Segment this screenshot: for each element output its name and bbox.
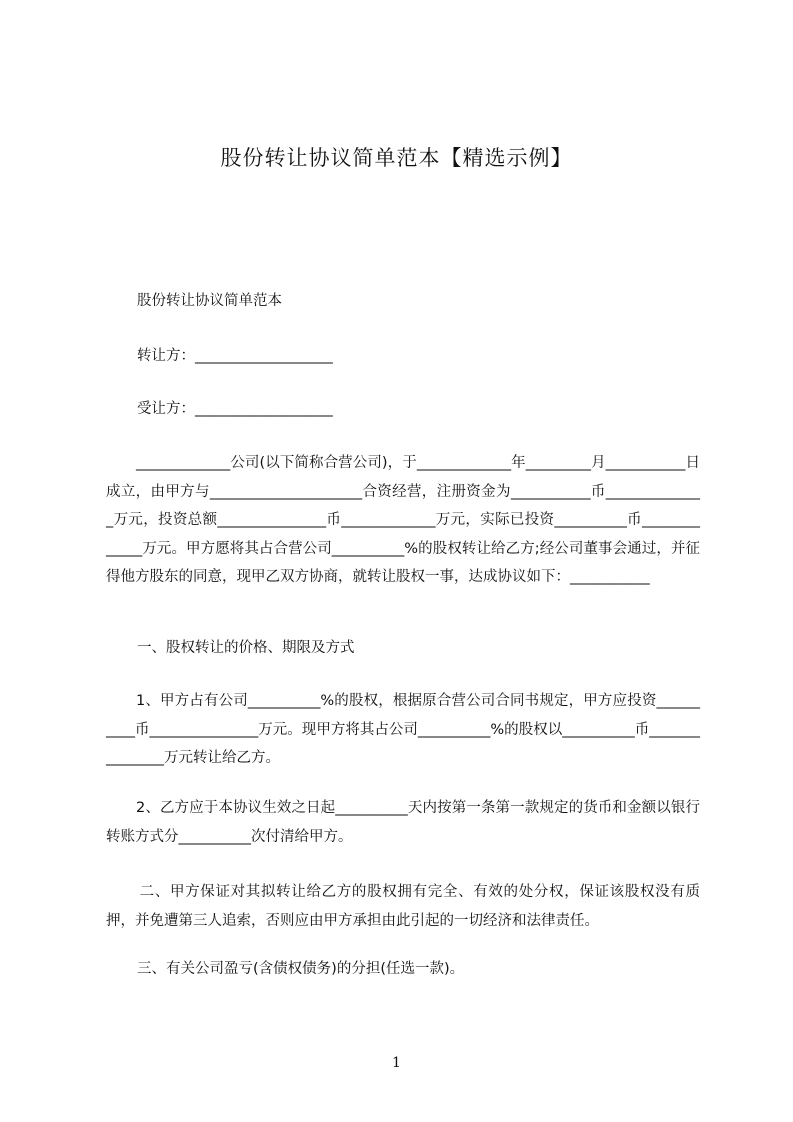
section-1-heading: 一、股权转让的价格、期限及方式 — [137, 640, 355, 656]
item-1-text: 1、甲方占有公司__________%的股权，根据原合营公司合同书规定，甲方应投资__________币_______________万元。现甲方将其占公司__________%的股权以__________币_______________万元转让给乙方。 — [106, 693, 700, 766]
page-number: 1 — [392, 1055, 401, 1071]
transferee-line: 受让方：___________________ — [137, 401, 333, 417]
item-2-text: 2、乙方应于本协议生效之日起__________天内按第一条第一款规定的货币和金额以银行转账方式分__________次付清给甲方。 — [106, 800, 700, 845]
item-2-paragraph — [106, 794, 700, 851]
transferor-line: 转让方：___________________ — [137, 348, 333, 364]
item-1-paragraph — [106, 687, 700, 773]
section-2-text: 二、甲方保证对其拟转让给乙方的股权拥有完全、有效的处分权，保证该股权没有质押，并免遭第三人追索，否则应由甲方承担由此引起的一切经济和法律责任。 — [106, 884, 700, 929]
company-paragraph-text: _____________公司(以下简称合营公司)，于_____________年_________月___________日成立，由甲方与_____________________合资经营，注册资金为___________币______________万元，投资总额_______________币_____________万元，实际已投资__________币_____________万元。甲方愿将其占合营公司__________%的股权转让给乙方;经公司董事会通过，并征得他方股东的同意，现甲乙双方协商，就转让股权一事，达成协议如下：___________ — [106, 455, 700, 585]
section-2-paragraph — [106, 878, 700, 935]
company-paragraph — [106, 449, 700, 592]
section-3-heading: 三、有关公司盈亏(含债权债务)的分担(任选一款)。 — [137, 961, 465, 977]
subtitle: 股份转让协议简单范本 — [137, 293, 282, 309]
page-title: 股份转让协议简单范本【精选示例】 — [220, 146, 573, 170]
